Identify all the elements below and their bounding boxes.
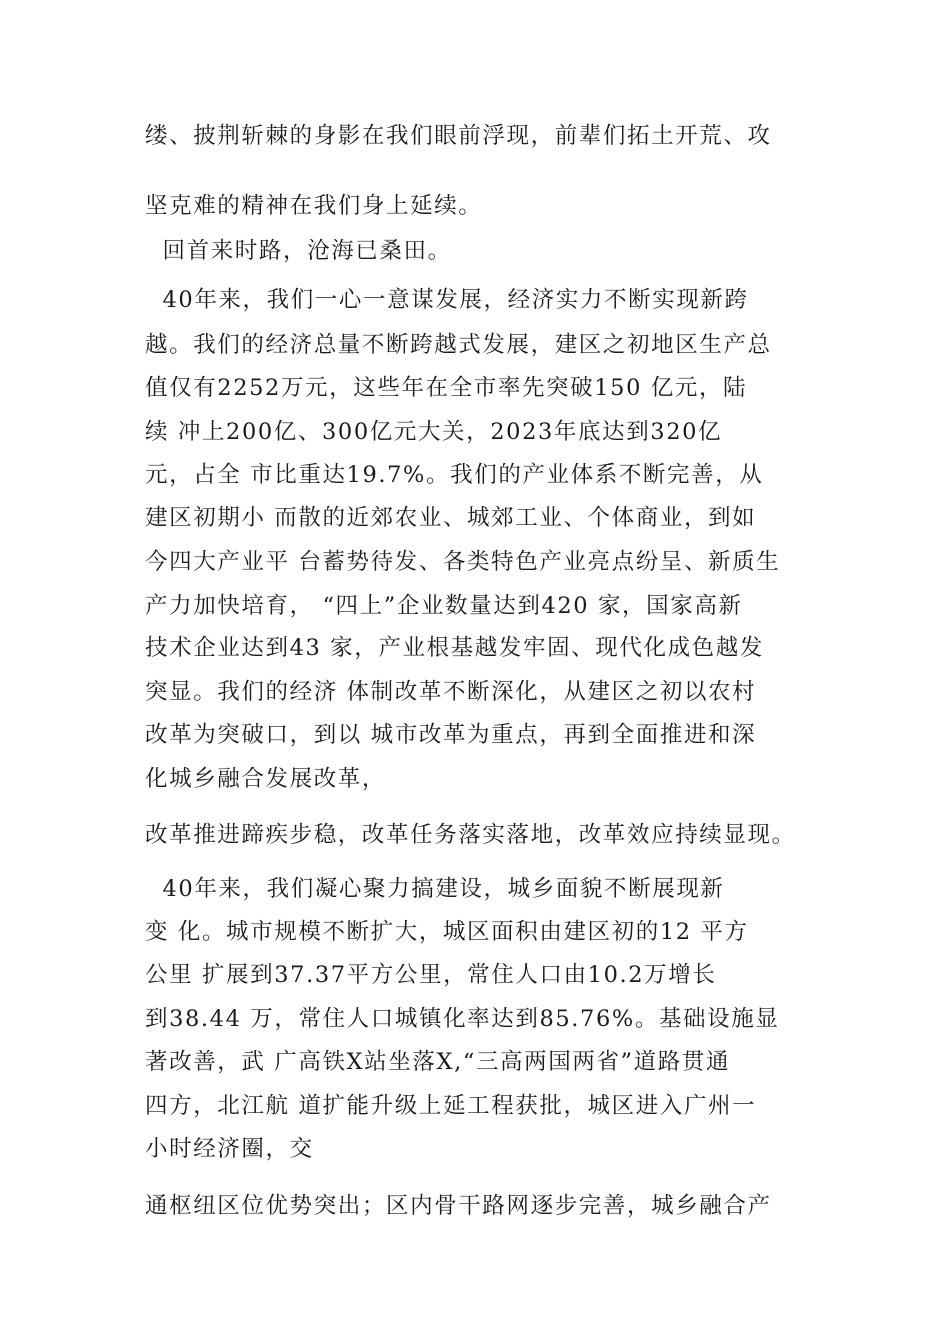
text-line: 坚克难的精神在我们身上延续。 <box>145 193 483 219</box>
text-line: 通枢纽区位优势突出；区内骨干路网逐步完善，城乡融合产 <box>145 1193 772 1219</box>
text-line: 越。我们的经济总量不断跨越式发展，建区之初地区生产总 <box>145 332 772 358</box>
text-line: 产力加快培育， “四上”企业数量达到420 家，国家高新 <box>145 593 743 619</box>
text-line: 改革为突破口，到以 城市改革为重点，再到全面推进和深 <box>145 722 757 748</box>
text-line: 公里 扩展到37.37平方公里，常住人口由10.2万增长 <box>145 962 717 988</box>
text-line: 缕、披荆斩棘的身影在我们眼前浮现，前辈们拓土开荒、攻 <box>145 123 772 149</box>
text-line: 改革推进蹄疾步稳，改革任务落实落地，改革效应持续显现。 <box>145 822 796 848</box>
text-line: 回首来时路，沧海已桑田。 <box>145 238 452 264</box>
text-line: 变 化。城市规模不断扩大，城区面积由建区初的12 平方 <box>145 919 749 945</box>
text-line: 元，占全 市比重达19.7%。我们的产业体系不断完善，从 <box>145 462 764 488</box>
text-line: 到38.44 万，常住人口城镇化率达到85.76%。基础设施显 <box>145 1006 780 1032</box>
text-line: 小时经济圈，交 <box>145 1136 314 1162</box>
text-line: 建区初期小 而散的近郊农业、城郊工业、个体商业，到如 <box>145 505 757 531</box>
text-line: 著改善，武 广高铁X站坐落X,“三高两国两省”道路贯通 <box>145 1049 731 1075</box>
text-line: 值仅有2252万元，这些年在全市率先突破150 亿元，陆 <box>145 375 748 401</box>
text-line: 40年来，我们一心一意谋发展，经济实力不断实现新跨 <box>145 287 749 313</box>
text-line: 四方，北江航 道扩能升级上延工程获批，城区进入广州一 <box>145 1093 757 1119</box>
text-line: 续 冲上200亿、300亿元大关，2023年底达到320亿 <box>145 419 723 445</box>
text-line: 化城乡融合发展改革， <box>145 766 387 792</box>
text-line: 技术企业达到43 家，产业根基越发牢固、现代化成色越发 <box>145 635 764 661</box>
text-line: 今四大产业平 台蓄势待发、各类特色产业亮点纷呈、新质生 <box>145 549 781 575</box>
text-line: 突显。我们的经济 体制改革不断深化，从建区之初以农村 <box>145 679 757 705</box>
text-line: 40年来，我们凝心聚力搞建设，城乡面貌不断展现新 <box>145 876 725 902</box>
